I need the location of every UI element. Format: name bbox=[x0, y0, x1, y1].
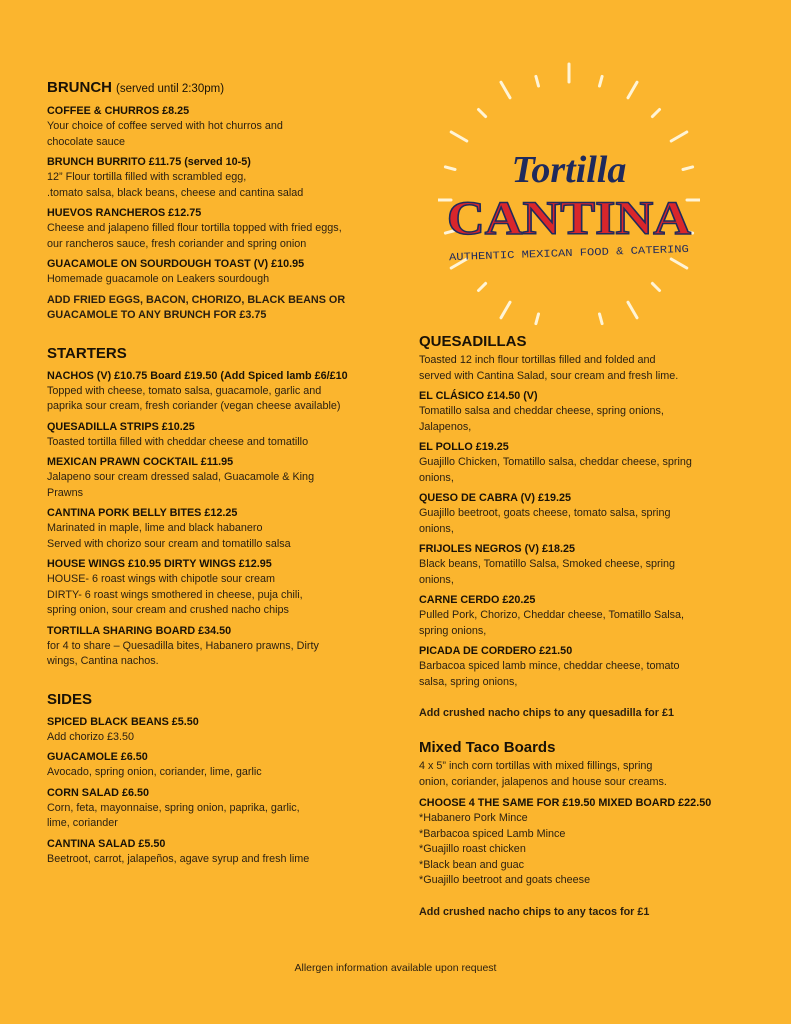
desc-line: for 4 to share – Quesadilla bites, Habanero prawns, Dirty bbox=[47, 639, 319, 652]
menu-item-name: CANTINA PORK BELLY BITES £12.25 bbox=[47, 507, 238, 519]
sun-ray bbox=[479, 110, 486, 117]
menu-item bbox=[47, 786, 387, 832]
sun-ray bbox=[451, 132, 467, 141]
menu-item bbox=[47, 506, 387, 552]
menu-item bbox=[47, 837, 387, 868]
desc-line: Pulled Pork, Chorizo, Cheddar cheese, Tomatillo Salsa, bbox=[419, 609, 685, 621]
menu-item-desc bbox=[47, 765, 387, 781]
menu-item-desc bbox=[419, 659, 749, 690]
menu-item-name: BRUNCH BURRITO £11.75 (served 10-5) bbox=[47, 156, 251, 168]
quesadillas-intro bbox=[419, 353, 749, 384]
starters-section bbox=[47, 344, 387, 670]
brunch-addon-line: ADD FRIED EGGS, BACON, CHORIZO, BLACK BEANS OR bbox=[47, 293, 346, 306]
tacos-choose: CHOOSE 4 THE SAME FOR £19.50 MIXED BOARD £22.50 bbox=[419, 797, 712, 809]
sides-items bbox=[47, 715, 387, 868]
taco-filling: *Black bean and guac bbox=[419, 858, 525, 871]
menu-item bbox=[47, 257, 387, 288]
quesadillas-section bbox=[419, 332, 749, 721]
desc-line: Guajillo beetroot, goats cheese, tomato salsa, spring bbox=[419, 507, 671, 519]
menu-item bbox=[47, 624, 387, 670]
desc-line: Marinated in maple, lime and black habanero bbox=[47, 522, 263, 534]
menu-item-desc bbox=[419, 506, 749, 537]
desc-line: Corn, feta, mayonnaise, spring onion, paprika, garlic, bbox=[47, 801, 300, 814]
menu-item-name: CARNE CERDO £20.25 bbox=[419, 594, 536, 606]
sun-ray bbox=[479, 283, 486, 290]
menu-item-desc bbox=[47, 852, 387, 868]
menu-item-desc bbox=[419, 557, 749, 588]
sun-ray bbox=[501, 302, 510, 318]
desc-line: Guajillo Chicken, Tomatillo salsa, cheddar cheese, spring bbox=[419, 456, 692, 468]
sun-ray bbox=[671, 259, 687, 268]
sun-ray bbox=[600, 76, 603, 86]
desc-line: Your choice of coffee served with hot churros and bbox=[47, 120, 283, 132]
sides-section bbox=[47, 690, 387, 868]
taco-filling: *Guajillo roast chicken bbox=[419, 843, 526, 855]
desc-line: onions, bbox=[419, 573, 454, 586]
taco-filling: *Habanero Pork Mince bbox=[419, 812, 528, 824]
desc-line: Prawns bbox=[47, 486, 84, 499]
menu-item-desc bbox=[47, 170, 387, 201]
left-column bbox=[47, 78, 387, 867]
menu-item-desc bbox=[47, 119, 387, 150]
desc-line: DIRTY- 6 roast wings smothered in cheese, puja chili, bbox=[47, 588, 303, 601]
menu-item-desc bbox=[47, 272, 387, 288]
desc-line: Served with chorizo sour cream and tomatillo salsa bbox=[47, 537, 291, 550]
menu-item-name: QUESO DE CABRA (V) £19.25 bbox=[419, 492, 571, 504]
sun-ray bbox=[600, 314, 603, 324]
menu-item bbox=[47, 715, 387, 746]
desc-line: Homemade guacamole on Leakers sourdough bbox=[47, 273, 270, 285]
desc-line: Tomatillo salsa and cheddar cheese, spring onions, bbox=[419, 405, 664, 417]
sun-ray bbox=[652, 110, 659, 117]
menu-item-desc bbox=[47, 470, 387, 501]
tacos-intro bbox=[419, 759, 749, 790]
menu-item-desc bbox=[47, 572, 387, 619]
menu-item bbox=[47, 750, 387, 781]
menu-item-desc bbox=[47, 730, 387, 746]
desc-line: salsa, spring onions, bbox=[419, 675, 518, 688]
starters-items bbox=[47, 369, 387, 670]
intro-line: Toasted 12 inch flour tortillas filled and folded and bbox=[419, 354, 656, 366]
sun-ray bbox=[671, 132, 687, 141]
desc-line: Beetroot, carrot, jalapeños, agave syrup and fresh lime bbox=[47, 852, 310, 865]
starters-title: STARTERS bbox=[47, 344, 127, 362]
sun-ray bbox=[683, 167, 693, 170]
menu-item-desc bbox=[47, 521, 387, 552]
taco-filling: *Guajillo beetroot and goats cheese bbox=[419, 874, 591, 886]
quesadillas-items bbox=[419, 389, 749, 690]
menu-item bbox=[419, 389, 749, 435]
desc-line: onions, bbox=[419, 471, 454, 484]
sides-title: SIDES bbox=[47, 690, 93, 708]
menu-item-desc bbox=[419, 455, 749, 486]
desc-line: lime, coriander bbox=[47, 817, 118, 829]
menu-item bbox=[47, 206, 387, 252]
menu-item-name: EL CLÁSICO £14.50 (V) bbox=[419, 390, 538, 402]
desc-line: paprika sour cream, fresh coriander (vegan cheese available) bbox=[47, 400, 341, 412]
brunch-addon-line: GUACAMOLE TO ANY BRUNCH FOR £3.75 bbox=[47, 308, 267, 321]
logo-tortilla-text: Tortilla bbox=[511, 149, 627, 191]
intro-line: served with Cantina Salad, sour cream and fresh lime. bbox=[419, 369, 679, 382]
desc-line: Jalapenos, bbox=[419, 420, 472, 433]
brunch-items bbox=[47, 104, 387, 288]
intro-line: onion, coriander, jalapenos and house sour creams. bbox=[419, 775, 667, 788]
menu-item-name: GUACAMOLE £6.50 bbox=[47, 751, 148, 763]
desc-line: Jalapeno sour cream dressed salad, Guacamole & King bbox=[47, 471, 315, 483]
menu-item bbox=[47, 369, 387, 415]
sun-ray bbox=[628, 82, 637, 98]
menu-item bbox=[47, 155, 387, 201]
menu-item bbox=[419, 644, 749, 690]
tacos-addon: Add crushed nacho chips to any tacos for £1 bbox=[419, 905, 650, 918]
brunch-note: (served until 2:30pm) bbox=[116, 83, 225, 95]
tacos-section bbox=[419, 738, 749, 920]
logo-tagline: AUTHENTIC MEXICAN FOOD & CATERING bbox=[448, 244, 658, 265]
menu-item-name: GUACAMOLE ON SOURDOUGH TOAST (V) £10.95 bbox=[47, 258, 305, 270]
sun-ray bbox=[652, 283, 659, 290]
desc-line: .tomato salsa, black beans, cheese and cantina salad bbox=[47, 186, 304, 199]
desc-line: Avocado, spring onion, coriander, lime, garlic bbox=[47, 766, 262, 778]
desc-line: spring onion, sour cream and crushed nacho chips bbox=[47, 604, 289, 616]
menu-item-desc bbox=[47, 435, 387, 451]
brunch-section bbox=[47, 78, 387, 323]
menu-item-name: COFFEE & CHURROS £8.25 bbox=[47, 105, 190, 117]
sun-ray bbox=[536, 314, 539, 324]
tortilla-cantina-logo bbox=[438, 62, 700, 332]
desc-line: wings, Cantina nachos. bbox=[47, 655, 159, 667]
logo-cantina-text: CANTINA bbox=[447, 192, 692, 245]
right-column bbox=[419, 332, 749, 920]
desc-line: HOUSE- 6 roast wings with chipotle sour cream bbox=[47, 573, 276, 585]
desc-line: Barbacoa spiced lamb mince, cheddar cheese, tomato bbox=[419, 660, 680, 672]
menu-item-name: TORTILLA SHARING BOARD £34.50 bbox=[47, 624, 232, 637]
menu-item-name: EL POLLO £19.25 bbox=[419, 441, 509, 453]
desc-line: Toasted tortilla filled with cheddar cheese and tomatillo bbox=[47, 435, 309, 448]
sun-ray bbox=[445, 167, 455, 170]
menu-item-desc bbox=[419, 404, 749, 435]
menu-item bbox=[419, 491, 749, 537]
menu-item bbox=[47, 104, 387, 150]
taco-fillings bbox=[419, 811, 749, 889]
menu-item-name: NACHOS (V) £10.75 Board £19.50 (Add Spiced lamb £6/£10 bbox=[47, 369, 348, 382]
desc-line: Black beans, Tomatillo Salsa, Smoked cheese, spring bbox=[419, 558, 676, 570]
menu-item bbox=[47, 557, 387, 619]
desc-line: our rancheros sauce, fresh coriander and spring onion bbox=[47, 237, 307, 250]
desc-line: Add chorizo £3.50 bbox=[47, 730, 135, 743]
menu-item-name: SPICED BLACK BEANS £5.50 bbox=[47, 715, 199, 728]
menu-item-name: CANTINA SALAD £5.50 bbox=[47, 837, 166, 850]
sun-ray bbox=[536, 76, 539, 86]
desc-line: Topped with cheese, tomato salsa, guacamole, garlic and bbox=[47, 384, 322, 397]
desc-line: Cheese and jalapeno filled flour tortilla topped with fried eggs, bbox=[47, 222, 342, 234]
desc-line: chocolate sauce bbox=[47, 135, 126, 148]
brunch-title bbox=[47, 78, 387, 99]
menu-item-desc bbox=[47, 801, 387, 832]
brunch-addon bbox=[47, 293, 387, 323]
menu-item-name: PICADA DE CORDERO £21.50 bbox=[419, 645, 573, 657]
menu-item-name: CORN SALAD £6.50 bbox=[47, 786, 149, 799]
menu-item-name: HOUSE WINGS £10.95 DIRTY WINGS £12.95 bbox=[47, 558, 272, 570]
menu-item-name: QUESADILLA STRIPS £10.25 bbox=[47, 420, 195, 433]
menu-item-name: FRIJOLES NEGROS (V) £18.25 bbox=[419, 543, 576, 555]
menu-item-name: HUEVOS RANCHEROS £12.75 bbox=[47, 207, 202, 219]
brunch-heading: BRUNCH bbox=[47, 79, 112, 96]
tacos-title: Mixed Taco Boards bbox=[419, 739, 556, 756]
desc-line: 12” Flour tortilla filled with scrambled egg, bbox=[47, 171, 247, 183]
menu-item-desc bbox=[419, 608, 749, 639]
quesadillas-title: QUESADILLAS bbox=[419, 333, 527, 350]
menu-item bbox=[419, 593, 749, 639]
menu-item-name: MEXICAN PRAWN COCKTAIL £11.95 bbox=[47, 456, 234, 468]
taco-filling: *Barbacoa spiced Lamb Mince bbox=[419, 827, 566, 840]
desc-line: spring onions, bbox=[419, 624, 487, 637]
menu-item-desc bbox=[47, 221, 387, 252]
intro-line: 4 x 5” inch corn tortillas with mixed fillings, spring bbox=[419, 760, 653, 772]
sun-ray bbox=[628, 302, 637, 318]
menu-item bbox=[47, 455, 387, 501]
menu-item-desc bbox=[47, 384, 387, 415]
menu-item-desc bbox=[47, 639, 387, 670]
menu-item bbox=[47, 420, 387, 451]
quesadillas-addon: Add crushed nacho chips to any quesadilla for £1 bbox=[419, 707, 674, 719]
menu-item bbox=[419, 440, 749, 486]
allergen-footer: Allergen information available upon request bbox=[294, 962, 497, 974]
menu-item bbox=[419, 542, 749, 588]
sun-ray bbox=[501, 82, 510, 98]
desc-line: onions, bbox=[419, 522, 454, 535]
